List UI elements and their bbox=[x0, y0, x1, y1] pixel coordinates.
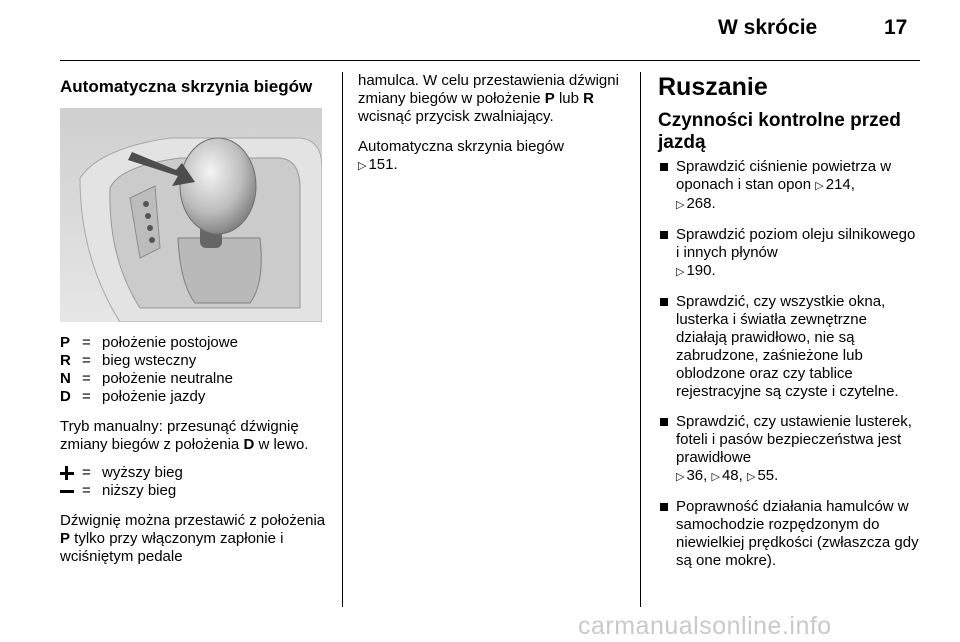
ref-page[interactable]: 36, bbox=[686, 467, 712, 484]
legend-d bbox=[60, 388, 328, 406]
bullet-text: Poprawność działania hamulców w samochodzie rozpędzonym do niewielkiej prędkości (zwłaszcza gdy są one mokre). bbox=[676, 498, 919, 569]
bullet-text bbox=[676, 226, 920, 281]
legend-eq: = bbox=[82, 334, 91, 351]
page-ref-icon: ▷ bbox=[358, 160, 367, 172]
text-fragment: wcisnąć przycisk zwalniający. bbox=[358, 108, 554, 125]
bold-fragment: D bbox=[243, 436, 255, 453]
legend-plus bbox=[60, 464, 328, 482]
text-fragment: Sprawdzić poziom oleju silnikowego i innych płynów bbox=[676, 226, 916, 261]
list-item bbox=[658, 293, 920, 401]
lever-paragraph bbox=[60, 512, 328, 566]
heading: Ruszanie bbox=[658, 73, 768, 101]
ref-page[interactable]: 151. bbox=[368, 156, 398, 173]
watermark: carmanualsonline.info bbox=[578, 612, 832, 640]
legend-value: bieg wsteczny bbox=[102, 352, 197, 369]
text-fragment: Sprawdzić, czy ustawienie lusterek, foteli i pasów bezpieczeństwa jest prawidłowe bbox=[676, 413, 912, 466]
header-rule bbox=[60, 60, 920, 61]
text-fragment: hamulca. W celu przestawienia dźwigni zmiany biegów w położenie bbox=[358, 72, 619, 107]
plus-icon bbox=[60, 466, 74, 480]
column-divider-1 bbox=[342, 72, 343, 607]
legend-eq: = bbox=[82, 388, 91, 405]
list-item bbox=[658, 413, 920, 486]
legend-key: P bbox=[60, 334, 71, 351]
text-fragment: Tryb manualny: przesunąć dźwignię zmiany biegów z położenia bbox=[60, 418, 299, 453]
column-divider-2 bbox=[640, 72, 641, 607]
legend-eq: = bbox=[82, 352, 91, 369]
legend-p bbox=[60, 334, 328, 352]
legend-value: wyższy bieg bbox=[102, 464, 183, 481]
legend-value: położenie jazdy bbox=[102, 388, 206, 405]
ref-label: Automatyczna skrzynia biegów bbox=[358, 138, 564, 155]
column-3 bbox=[658, 72, 920, 582]
ref-page[interactable]: 48, bbox=[721, 467, 747, 484]
legend-eq: = bbox=[82, 464, 91, 481]
legend-eq: = bbox=[82, 370, 91, 387]
bullet-icon bbox=[660, 298, 668, 306]
ref-page[interactable]: 268. bbox=[686, 195, 716, 212]
list-item bbox=[658, 158, 920, 214]
page-header-title: W skrócie bbox=[718, 16, 818, 39]
legend-key: N bbox=[60, 370, 71, 387]
legend-key: D bbox=[60, 388, 71, 405]
gear-lever-illustration bbox=[60, 108, 322, 322]
page-ref-icon: ▷ bbox=[711, 471, 720, 483]
text-fragment: Sprawdzić ciśnienie powietrza w oponach i stan opon bbox=[676, 158, 892, 193]
page-number: 17 bbox=[884, 16, 908, 39]
manual-mode-paragraph bbox=[60, 418, 328, 454]
subheading: Czynności kontrolne przed jazdą bbox=[658, 110, 901, 153]
page-ref-icon: ▷ bbox=[815, 180, 824, 192]
list-item bbox=[658, 498, 920, 570]
column-2 bbox=[358, 72, 626, 175]
minus-icon-wrap bbox=[60, 482, 82, 500]
legend-value: położenie neutralne bbox=[102, 370, 233, 387]
page-ref-icon: ▷ bbox=[676, 471, 685, 483]
continuation-paragraph bbox=[358, 72, 626, 126]
ref-page[interactable]: 190. bbox=[686, 262, 716, 279]
legend-value: niższy bieg bbox=[102, 482, 177, 499]
section-title: Automatyczna skrzynia biegów bbox=[60, 77, 313, 96]
plus-icon-wrap bbox=[60, 464, 82, 482]
bold-fragment: P bbox=[544, 90, 555, 107]
bold-fragment: R bbox=[583, 90, 594, 107]
list-item bbox=[658, 226, 920, 281]
bullet-text bbox=[676, 413, 920, 486]
legend-n bbox=[60, 370, 328, 388]
ref-page[interactable]: 55. bbox=[757, 467, 779, 484]
legend-r bbox=[60, 352, 328, 370]
bold-fragment: P bbox=[60, 530, 71, 547]
text-fragment: w lewo. bbox=[254, 436, 309, 453]
bullet-icon bbox=[660, 418, 668, 426]
bullet-text: Sprawdzić, czy wszystkie okna, lusterka i światła zewnętrzne działają prawidłowo, nie są zabrudzone, zaśnieżone lub oblodzone oraz czy tablice rejestracyjne są czyste i czytelne. bbox=[676, 293, 899, 400]
legend-eq: = bbox=[82, 482, 91, 499]
legend-minus bbox=[60, 482, 328, 500]
page-ref-icon: ▷ bbox=[676, 199, 685, 211]
minus-icon bbox=[60, 484, 74, 498]
text-fragment: Dźwignię można przestawić z położenia bbox=[60, 512, 326, 529]
bullet-text bbox=[676, 158, 920, 214]
text-fragment: lub bbox=[554, 90, 584, 107]
bullet-icon bbox=[660, 163, 668, 171]
bullet-icon bbox=[660, 503, 668, 511]
ref-page[interactable]: 214, bbox=[825, 176, 855, 193]
legend-key: R bbox=[60, 352, 71, 369]
cross-reference bbox=[358, 138, 626, 175]
page-ref-icon: ▷ bbox=[747, 471, 756, 483]
text-fragment: tylko przy włączonym zapłonie i wciśniętym pedale bbox=[60, 530, 284, 565]
column-1 bbox=[60, 78, 328, 566]
bullet-icon bbox=[660, 231, 668, 239]
page-ref-icon: ▷ bbox=[676, 266, 685, 278]
legend-value: położenie postojowe bbox=[102, 334, 238, 351]
